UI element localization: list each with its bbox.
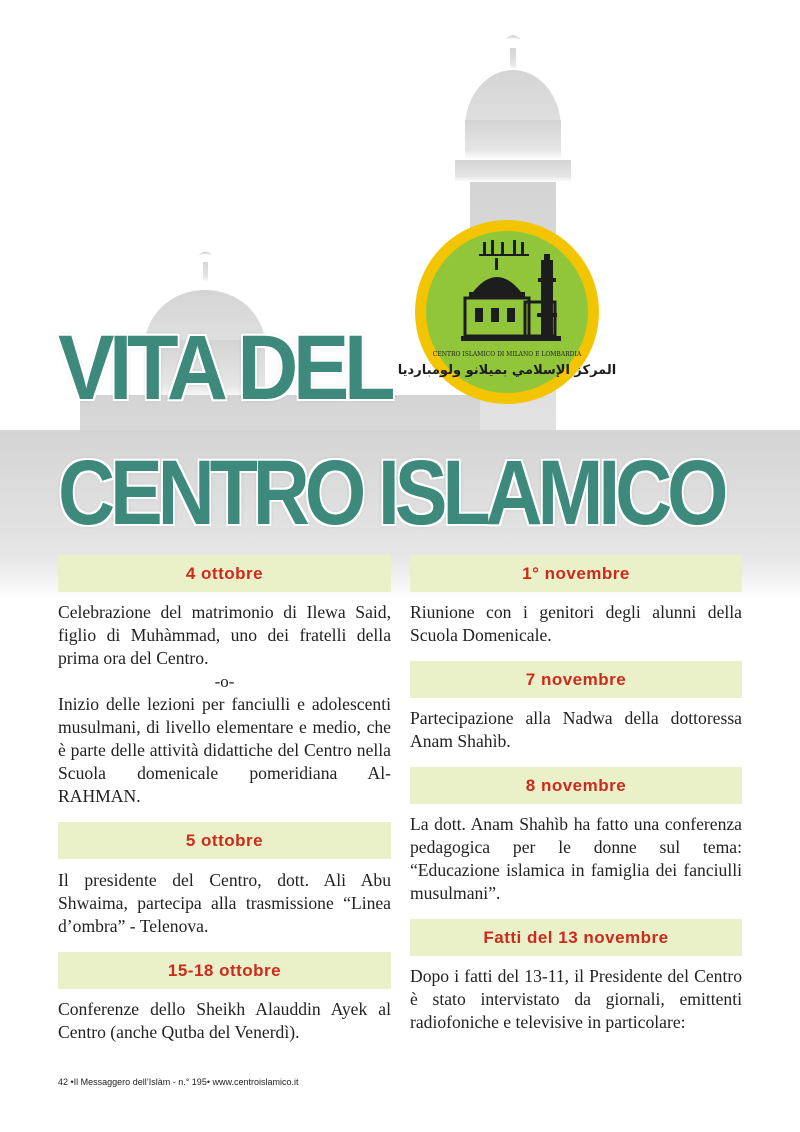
event-paragraph: Il presidente del Centro, dott. Ali Abu Shwaima, partecipa alla trasmissione “Linea d’ombra” - Telenova. — [58, 870, 391, 936]
logo-latin-text: CENTRO ISLAMICO DI MILANO E LOMBARDIA — [432, 351, 582, 358]
logo-arabic-text: المركز الإسلامي بميلانو ولومبارديا — [397, 363, 617, 378]
date-heading: 5 ottobre — [58, 822, 391, 859]
page-footer: 42 •Il Messaggero dell’Islàm - n.° 195• www.centroislamico.it — [58, 1077, 299, 1087]
date-heading: 1° novembre — [410, 555, 742, 592]
event-paragraph: Partecipazione alla Nadwa della dottoressa Anam Shahìb. — [410, 708, 742, 751]
event-paragraph: Celebrazione del matrimonio di Ilewa Said, figlio di Muhàmmad, uno dei fratelli della prima ora del Centro. — [58, 602, 391, 668]
right-column — [410, 555, 742, 1034]
event-paragraph: Inizio delle lezioni per fanciulli e adolescenti musulmani, di livello elementare e medio, che è parte delle attività didattiche del Centro nella Scuola domenicale pomeridiana Al-RAHMAN. — [58, 694, 391, 806]
date-heading: 8 novembre — [410, 767, 742, 804]
event-paragraph: Dopo i fatti del 13-11, il Presidente del Centro è stato intervistato da giornali, emittenti radiofoniche e televisive in particolare: — [410, 966, 742, 1032]
left-column — [58, 555, 391, 1044]
section-separator: -o- — [214, 672, 235, 691]
date-heading: Fatti del 13 novembre — [410, 919, 742, 956]
date-heading: 7 novembre — [410, 661, 742, 698]
event-paragraph: Conferenze dello Sheikh Alauddin Ayek al Centro (anche Qutba del Venerdì). — [58, 999, 391, 1042]
date-heading: 15-18 ottobre — [58, 952, 391, 989]
centro-islamico-logo — [397, 218, 617, 406]
event-paragraph: La dott. Anam Shahìb ha fatto una conferenza pedagogica per le donne sul tema: “Educazione islamica in famiglia dei fanciulli musulmani”. — [410, 814, 742, 903]
date-heading: 4 ottobre — [58, 555, 391, 592]
page-title-line-1: VITA DEL — [58, 317, 391, 419]
page-title-line-2: CENTRO ISLAMICO — [58, 442, 724, 544]
event-paragraph: Riunione con i genitori degli alunni della Scuola Domenicale. — [410, 602, 742, 645]
